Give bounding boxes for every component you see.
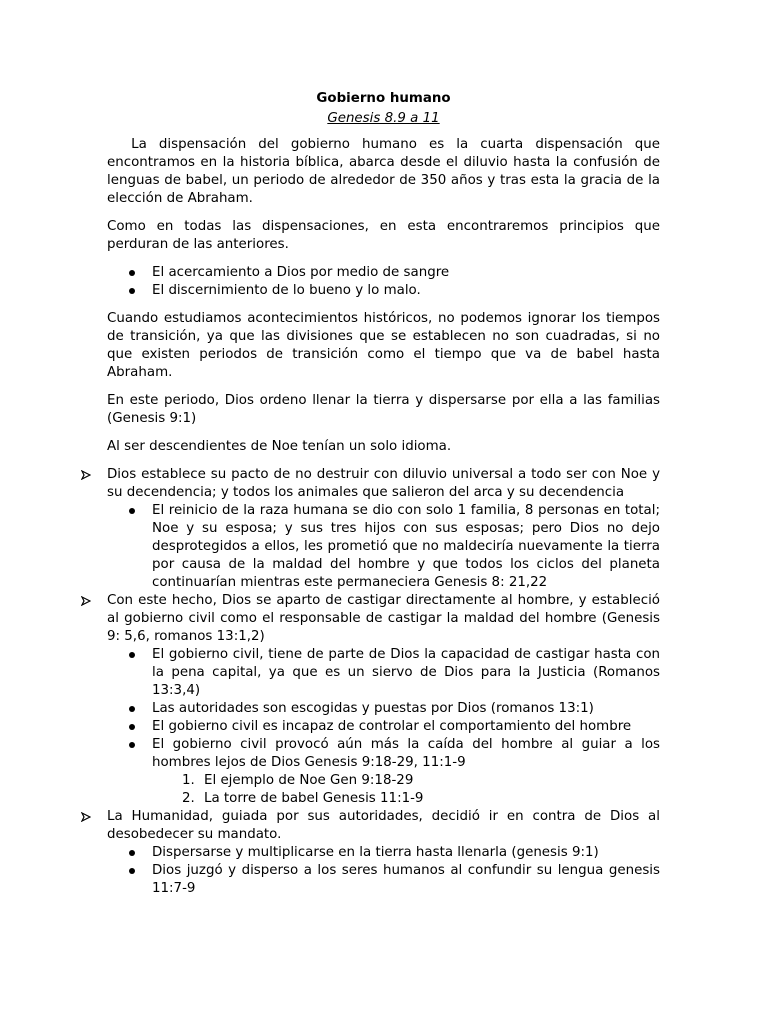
document-body [107, 90, 665, 898]
arrow-list [107, 466, 660, 898]
list-item [107, 700, 660, 718]
numbered-list [107, 772, 660, 808]
language-paragraph: Al ser descendientes de Noe tenían un solo idioma. [107, 439, 452, 454]
list-item [107, 264, 660, 282]
arrow-item [107, 592, 660, 808]
sub-list [107, 844, 660, 898]
principles-list [107, 264, 660, 300]
list-item [107, 862, 660, 898]
scripture-reference: Genesis 8.9 a 11 [327, 111, 440, 126]
list-item-text: El acercamiento a Dios por medio de sangre [152, 265, 450, 280]
arrow-item [107, 808, 660, 898]
transition-paragraph: Cuando estudiamos acontecimientos históricos, no podemos ignorar los tiempos de transición, ya que las divisiones que se establecen no son cuadradas, si no que existen periodos de transición como el tiempo que va de babel hasta Abraham. [107, 311, 660, 380]
bullet-icon [129, 868, 135, 874]
bullet-icon [129, 288, 135, 294]
list-item-text: Dios juzgó y disperso a los seres humanos al confundir su lengua genesis 11:7-9 [152, 863, 660, 896]
list-item [107, 718, 660, 736]
list-item-text: El gobierno civil, tiene de parte de Dios la capacidad de castigar hasta con la pena capital, ya que es un siervo de Dios para la Justicia (Romanos 13:3,4) [152, 647, 660, 698]
list-item [107, 282, 660, 300]
list-item [107, 736, 660, 772]
arrow-bullet-icon [81, 808, 91, 822]
bullet-icon [129, 742, 135, 748]
arrow-bullet-icon [81, 466, 91, 480]
list-item-text: El gobierno civil es incapaz de controlar el comportamiento del hombre [152, 719, 632, 734]
list-item [107, 646, 660, 700]
sub-list [107, 646, 660, 772]
document-title: Gobierno humano [316, 91, 451, 106]
intro-paragraph: La dispensación del gobierno humano es la cuarta dispensación que encontramos en la historia bíblica, abarca desde el diluvio hasta la confusión de lenguas de babel, un periodo de alrededor de 350 años y tras esta la gracia de la elección de Abraham. [107, 137, 665, 206]
numbered-item [107, 772, 660, 790]
arrow-item-text: La Humanidad, guiada por sus autoridades, decidió ir en contra de Dios al desobedecer su mandato. [107, 809, 660, 842]
principles-paragraph: Como en todas las dispensaciones, en esta encontraremos principios que perduran de las anteriores. [107, 219, 660, 252]
bullet-icon [129, 724, 135, 730]
list-item [107, 844, 660, 862]
numbered-item-text: La torre de babel Genesis 11:1-9 [204, 791, 424, 806]
list-item [107, 502, 660, 592]
numbered-item-text: El ejemplo de Noe Gen 9:18-29 [204, 773, 414, 788]
list-item-text: Las autoridades son escogidas y puestas por Dios (romanos 13:1) [152, 701, 594, 716]
list-item-text: El reinicio de la raza humana se dio con solo 1 familia, 8 personas en total; Noe y su esposa; y sus tres hijos con sus esposas; pero Dios no dejo desprotegidos a ellos, les prometió que no maldeciría nuevamente la tierra por causa de la maldad del hombre y que todos los ciclos del planeta continuarían mientras este permaneciera Genesis 8: 21,22 [152, 503, 660, 590]
item-number: 2. [182, 791, 195, 806]
list-item-text: El gobierno civil provocó aún más la caída del hombre al guiar a los hombres lejos de Dios Genesis 9:18-29, 11:1-9 [152, 737, 660, 770]
bullet-icon [129, 652, 135, 658]
bullet-icon [129, 508, 135, 514]
period-paragraph: En este periodo, Dios ordeno llenar la tierra y dispersarse por ella a las familias (Genesis 9:1) [107, 393, 660, 426]
list-item-text: Dispersarse y multiplicarse en la tierra hasta llenarla (genesis 9:1) [152, 845, 599, 860]
item-number: 1. [182, 773, 195, 788]
arrow-item-text: Dios establece su pacto de no destruir con diluvio universal a todo ser con Noe y su decendencia; y todos los animales que salieron del arca y su decendencia [107, 467, 660, 500]
numbered-item [107, 790, 660, 808]
arrow-bullet-icon [81, 592, 91, 606]
bullet-icon [129, 270, 135, 276]
bullet-icon [129, 706, 135, 712]
arrow-item-text: Con este hecho, Dios se aparto de castigar directamente al hombre, y estableció al gobierno civil como el responsable de castigar la maldad del hombre (Genesis 9: 5,6, romanos 13:1,2) [107, 593, 660, 644]
list-item-text: El discernimiento de lo bueno y lo malo. [152, 283, 421, 298]
arrow-item [107, 466, 660, 592]
bullet-icon [129, 850, 135, 856]
sub-list [107, 502, 660, 592]
